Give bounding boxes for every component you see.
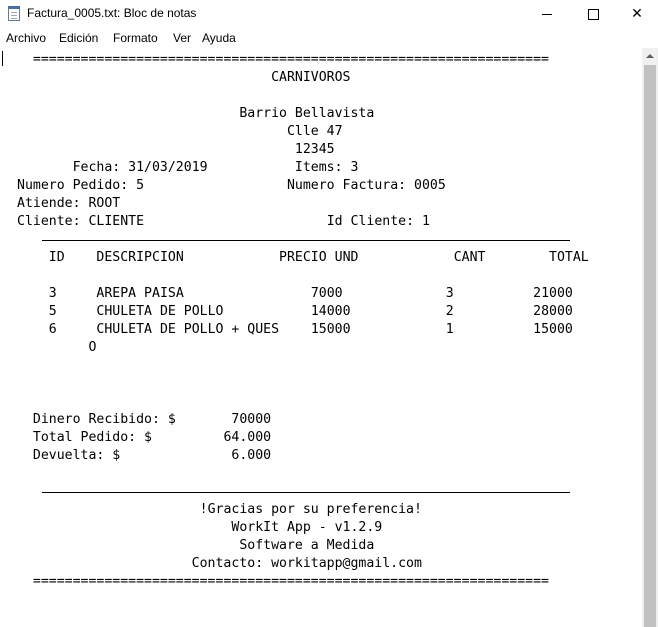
row-precio: 14000 <box>310 304 351 319</box>
app-version: WorkIt App - v1.2.9 <box>231 520 383 535</box>
bottom-rule: ================================================================= <box>32 574 549 589</box>
blank-line <box>17 465 589 483</box>
row-cant: 3 <box>445 286 454 301</box>
col-cant: CANT <box>453 250 486 265</box>
fecha-label: Fecha: <box>72 160 121 175</box>
blank-line <box>17 393 589 411</box>
notepad-icon <box>8 6 20 21</box>
tagline-line <box>17 537 589 555</box>
fecha-line <box>17 159 589 177</box>
dinero-label: Dinero Recibido: $ <box>32 412 176 427</box>
version-line <box>17 519 589 537</box>
vertical-scrollbar[interactable] <box>642 48 658 627</box>
scroll-up-arrow-icon[interactable] <box>642 48 658 64</box>
store-code: 12345 <box>294 142 335 157</box>
atiende-value: ROOT <box>88 196 121 211</box>
title-bar[interactable] <box>0 0 658 28</box>
items-label: Items: <box>294 160 343 175</box>
idcliente-value: 1 <box>421 214 430 229</box>
table-row <box>17 303 589 321</box>
atiende-label: Atiende: <box>17 196 81 211</box>
blank-line <box>17 267 589 285</box>
thanks-text: !Gracias por su preferencia! <box>199 502 422 517</box>
text-caret <box>2 51 3 66</box>
minimize-icon <box>542 14 552 15</box>
row-total: 21000 <box>533 286 573 301</box>
rule-line <box>17 51 589 69</box>
pedido-label: Numero Pedido: <box>17 178 129 193</box>
table-header <box>17 249 589 267</box>
street-line <box>17 123 589 141</box>
atiende-line <box>17 195 589 213</box>
menu-formato[interactable]: Formato <box>113 31 158 45</box>
devuelta-line <box>17 447 589 465</box>
text-editor[interactable] <box>0 48 642 627</box>
rule-line <box>17 573 589 591</box>
row-cant: 1 <box>445 322 454 337</box>
devuelta-label: Devuelta: $ <box>32 448 121 463</box>
contact-line <box>17 555 589 573</box>
cliente-label: Cliente: <box>17 214 81 229</box>
separator-line <box>17 483 589 501</box>
dinero-line <box>17 411 589 429</box>
idcliente-label: Id Cliente: <box>326 214 415 229</box>
row-cant: 2 <box>445 304 454 319</box>
blank-line <box>17 357 589 375</box>
row-total: 15000 <box>533 322 573 337</box>
menu-ayuda[interactable]: Ayuda <box>202 31 236 45</box>
address-line <box>17 105 589 123</box>
menu-ver[interactable]: Ver <box>173 31 192 45</box>
store-line <box>17 69 589 87</box>
pedido-line <box>17 177 589 195</box>
row-precio: 7000 <box>310 286 343 301</box>
scroll-thumb[interactable] <box>644 65 656 627</box>
menu-archivo[interactable]: Archivo <box>6 31 47 45</box>
table-row <box>17 285 589 303</box>
contact-text: Contacto: workitapp@gmail.com <box>191 556 422 571</box>
col-total: TOTAL <box>549 250 589 265</box>
row-id: 6 <box>48 322 57 337</box>
minimize-button[interactable] <box>524 0 570 28</box>
factura-value: 0005 <box>414 178 446 193</box>
close-button[interactable] <box>614 0 658 28</box>
fecha-value: 31/03/2019 <box>128 160 208 175</box>
row-precio: 15000 <box>310 322 351 337</box>
blank-line <box>17 87 589 105</box>
table-row-wrap <box>17 339 589 357</box>
factura-label: Numero Factura: <box>286 178 407 193</box>
cliente-line <box>17 213 589 231</box>
store-street: Clle 47 <box>286 124 343 139</box>
maximize-button[interactable] <box>570 0 616 28</box>
devuelta-value: 6.000 <box>231 448 272 463</box>
cliente-value: CLIENTE <box>88 214 145 229</box>
tagline: Software a Medida <box>239 538 375 553</box>
row-desc: CHULETA DE POLLO <box>96 304 224 319</box>
row-id: 5 <box>48 304 57 319</box>
invoice-text <box>17 51 589 591</box>
thanks-line <box>17 501 589 519</box>
row-total: 28000 <box>533 304 573 319</box>
col-descripcion: DESCRIPCION <box>96 250 184 265</box>
store-name: CARNIVOROS <box>271 70 351 85</box>
menu-bar <box>0 28 658 48</box>
table-row <box>17 321 589 339</box>
pedido-value: 5 <box>136 178 145 193</box>
row-desc: AREPA PAISA <box>96 286 184 301</box>
blank-line <box>17 375 589 393</box>
row-wrap: O <box>88 340 97 355</box>
menu-edicion[interactable]: Edición <box>59 31 99 45</box>
total-label: Total Pedido: $ <box>32 430 152 445</box>
maximize-icon <box>588 9 599 20</box>
dinero-value: 70000 <box>231 412 272 427</box>
row-desc: CHULETA DE POLLO + QUES <box>96 322 280 337</box>
separator-line <box>17 231 589 249</box>
total-value: 64.000 <box>223 430 272 445</box>
top-rule: ================================================================= <box>32 52 549 67</box>
close-icon: ✕ <box>631 6 643 22</box>
col-precio: PRECIO UND <box>279 250 359 265</box>
total-line <box>17 429 589 447</box>
col-id: ID <box>48 250 65 265</box>
row-id: 3 <box>48 286 57 301</box>
code-line <box>17 141 589 159</box>
store-address: Barrio Bellavista <box>239 106 375 121</box>
items-value: 3 <box>350 160 359 175</box>
window-title: Factura_0005.txt: Bloc de notas <box>27 6 197 20</box>
